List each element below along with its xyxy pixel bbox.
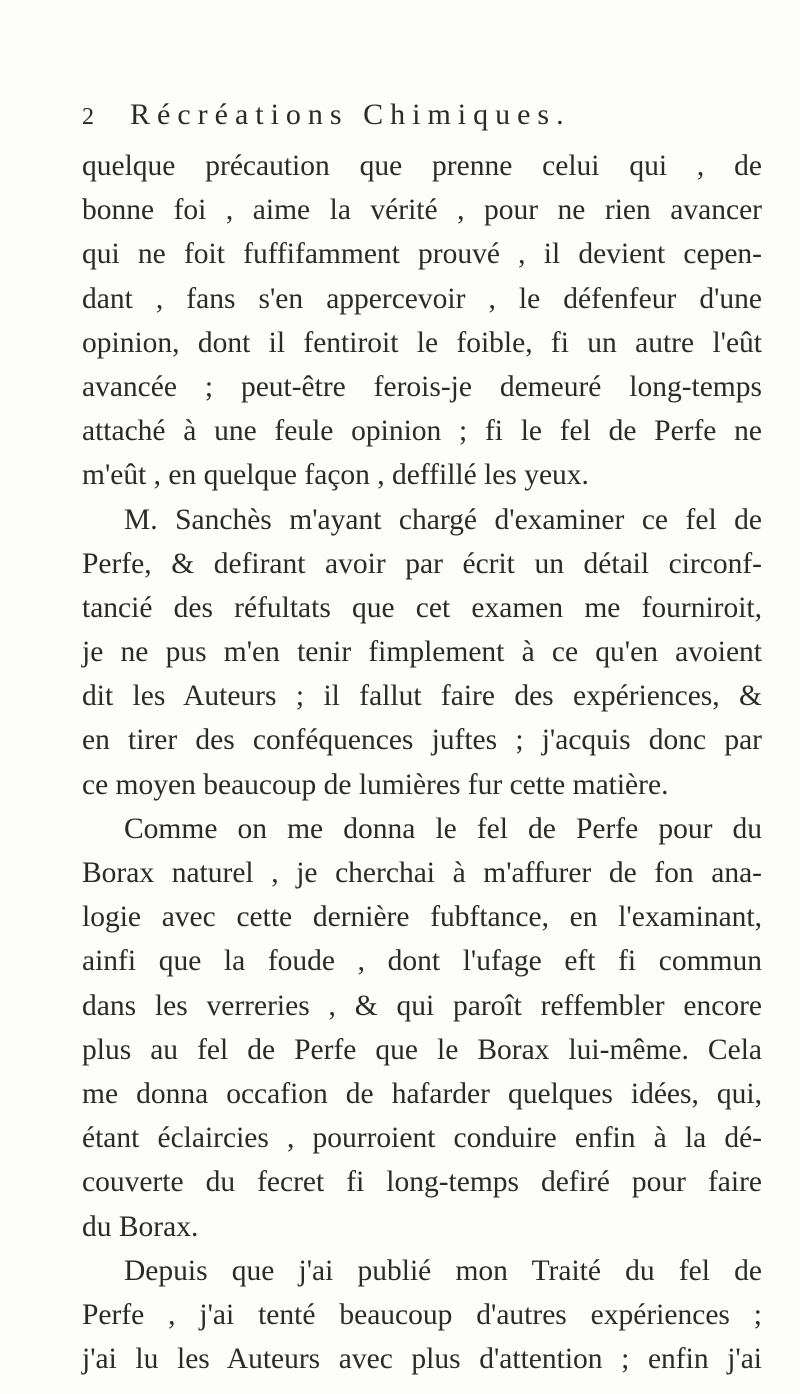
text-line: M. Sanchès m'ayant chargé d'examiner ce fel de: [124, 503, 762, 536]
text-line: avancée ; peut-être ferois-je demeuré long-temps: [82, 370, 762, 403]
text-line: couverte du fecret fi long-temps defiré pour faire: [82, 1166, 762, 1199]
text-line: je ne pus m'en tenir fimplement à ce qu'en avoient: [82, 636, 762, 669]
text-line: Borax naturel , je cherchai à m'affurer de fon ana-: [82, 857, 762, 889]
text-line: tancié des réfultats que cet examen me fourniroit,: [82, 591, 762, 624]
text-line: qui ne foit fuffifamment prouvé , il devient cepen-: [82, 238, 762, 271]
body-text: [82, 144, 762, 1381]
text-line: étant éclaircies , pourroient conduire enfin à la dé-: [82, 1122, 762, 1155]
text-line: bonne foi , aime la vérité , pour ne rien avancer: [82, 194, 762, 227]
text-line: me donna occafion de hafarder quelques idées, qui,: [82, 1077, 762, 1110]
text-line: quelque précaution que prenne celui qui , de: [82, 150, 762, 182]
running-header: [82, 98, 722, 138]
text-line: Perfe, & defirant avoir par écrit un détail circonf-: [82, 547, 762, 580]
text-line: Comme on me donna le fel de Perfe pour du: [124, 812, 762, 845]
page-number: 2: [82, 104, 94, 130]
text-line: logie avec cette dernière fubftance, en l'examinant,: [82, 901, 762, 934]
text-line: dans les verreries , & qui paroît reffembler encore: [82, 989, 762, 1022]
text-line: en tirer des conféquences juftes ; j'acquis donc par: [82, 724, 762, 757]
text-line: ce moyen beaucoup de lumières fur cette matière.: [82, 768, 669, 801]
text-line: j'ai lu les Auteurs avec plus d'attention ; enfin j'ai: [82, 1343, 762, 1376]
text-line: Perfe , j'ai tenté beaucoup d'autres expériences ;: [82, 1298, 762, 1331]
text-line: du Borax.: [82, 1210, 199, 1243]
text-line: m'eût , en quelque façon , deffillé les yeux.: [82, 459, 589, 492]
text-line: dant , fans s'en appercevoir , le défenfeur d'une: [82, 282, 762, 315]
text-line: ainfi que la foude , dont l'ufage eft fi commun: [82, 945, 762, 978]
text-line: attaché à une feule opinion ; fi le fel de Perfe ne: [82, 415, 762, 448]
text-line: plus au fel de Perfe que le Borax lui-même. Cela: [82, 1033, 762, 1066]
running-title: Récréations Chimiques.: [130, 98, 571, 131]
text-line: opinion, dont il fentiroit le foible, fi un autre l'eût: [82, 326, 762, 359]
text-line: Depuis que j'ai publié mon Traité du fel de: [124, 1254, 762, 1287]
text-line: dit les Auteurs ; il fallut faire des expériences, &: [82, 680, 762, 713]
